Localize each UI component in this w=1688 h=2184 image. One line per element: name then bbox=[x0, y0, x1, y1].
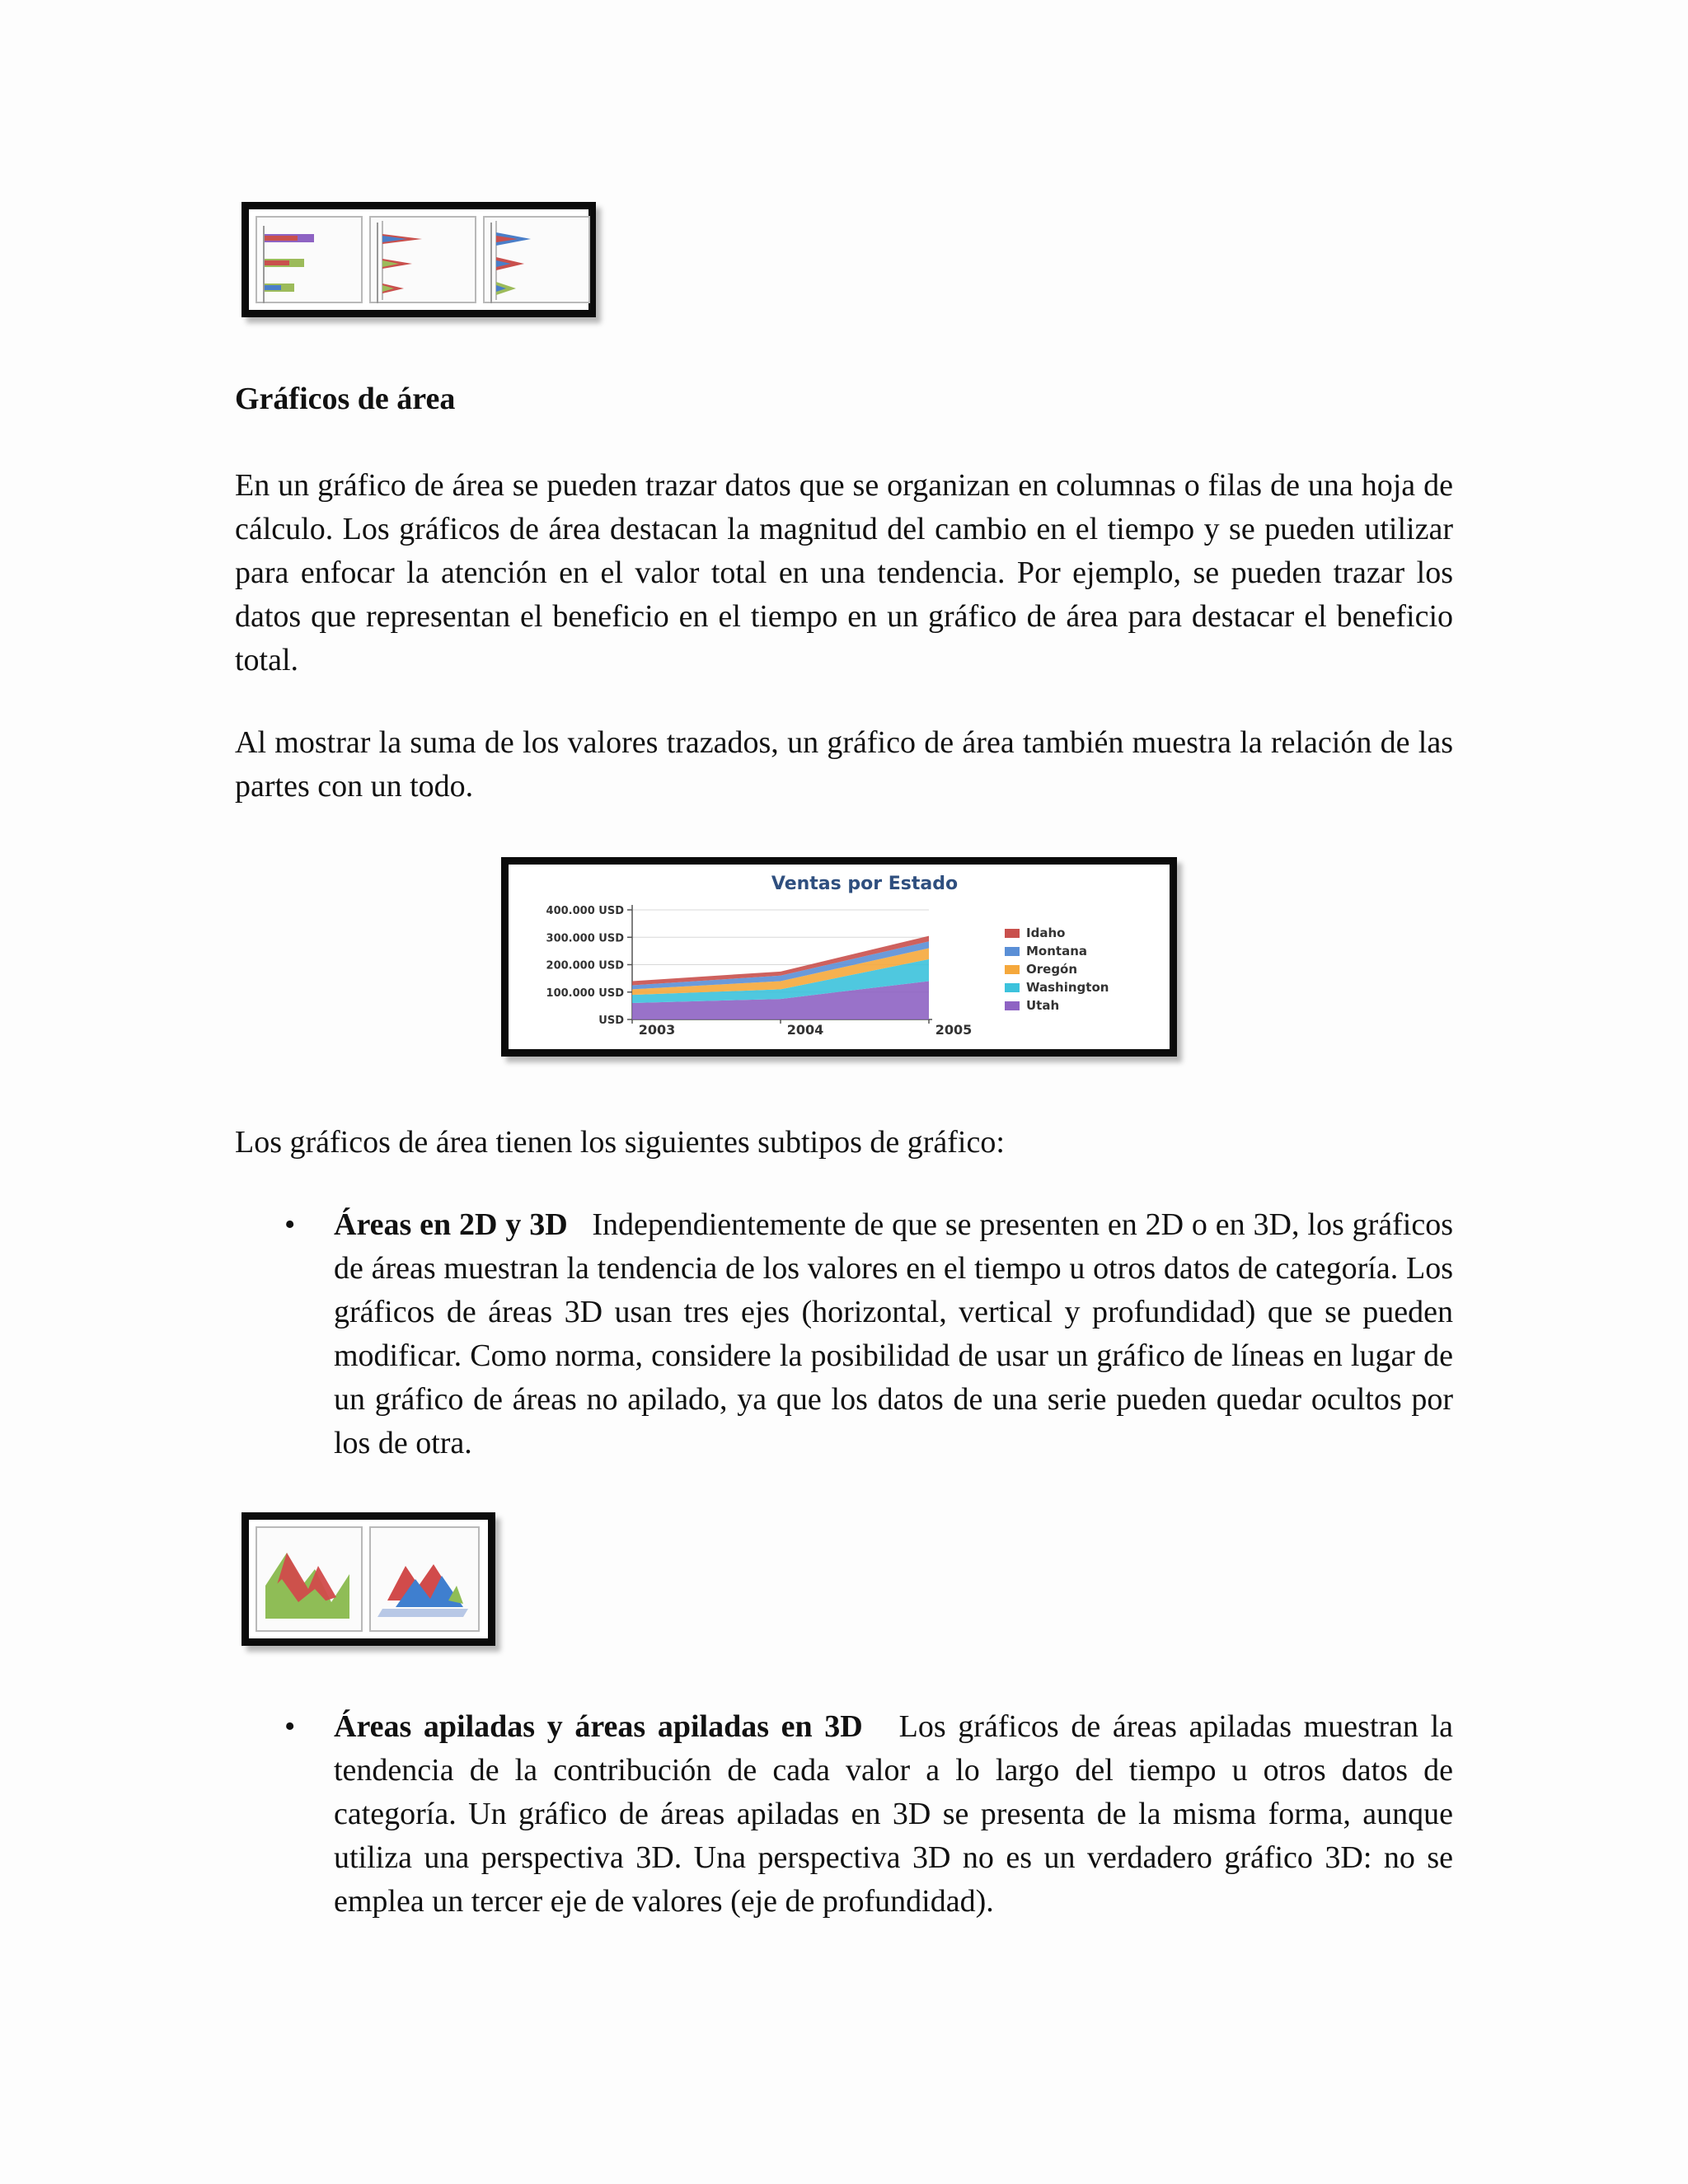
legend-swatch bbox=[1005, 1001, 1020, 1010]
area-chart-3d-thumbnail bbox=[369, 1526, 480, 1632]
legend-swatch bbox=[1005, 965, 1020, 974]
area-chart bbox=[509, 865, 1170, 1049]
legend-label: Montana bbox=[1026, 944, 1088, 958]
legend-swatch bbox=[1005, 929, 1020, 938]
x-tick-label: 2005 bbox=[935, 1022, 973, 1038]
paragraph-intro: En un gráfico de área se pueden trazar datos que se organizan en columnas o filas de una hoja de cálculo. Los gráficos de área destacan la magnitud del cambio en el tiempo y se pueden utilizar para enfocar la atención en el valor total en una tendencia. Por ejemplo, se pueden trazar los datos que representan el beneficio en el tiempo en un gráfico de área para destacar el beneficio total. bbox=[235, 468, 1453, 677]
subtypes-intro: Los gráficos de área tienen los siguientes subtipos de gráfico: bbox=[235, 1125, 1005, 1160]
legend-label: Idaho bbox=[1026, 926, 1066, 940]
pyramid-bar-chart-thumbnail bbox=[483, 216, 590, 303]
y-tick-label: USD bbox=[598, 1015, 624, 1027]
bullet-symbol: • bbox=[284, 1709, 296, 1744]
cone-bar-chart-icon bbox=[371, 218, 475, 312]
legend-label: Oregón bbox=[1026, 962, 1078, 977]
y-tick-label: 100.000 USD bbox=[546, 987, 624, 1000]
bullet-description: Independientemente de que se presenten en 2D o en 3D, los gráficos de áreas muestran la tendencia de los valores en el tiempo u otros datos de categoría. Los gráficos de áreas 3D usan tres ejes (horizontal, vertical y profundidad) que se pueden modificar. Como norma, considere la posibilidad de usar un gráfico de líneas en lugar de un gráfico de áreas no apilado, ya que los datos de una serie pueden quedar ocultos por los de otra. bbox=[334, 1207, 1453, 1460]
area-chart-3d-icon bbox=[371, 1528, 478, 1632]
section-heading: Gráficos de área bbox=[235, 382, 456, 416]
x-tick-label: 2003 bbox=[638, 1022, 676, 1038]
y-tick-label: 400.000 USD bbox=[546, 905, 624, 917]
bullet-description: Los gráficos de áreas apiladas muestran la tendencia de la contribución de cada valor a lo largo del tiempo u otros datos de categoría. Un gráfico de áreas apiladas en 3D se presenta de la misma forma, aunque utiliza una perspectiva 3D. Una perspectiva 3D no es un verdadero gráfico 3D: no se emplea un tercer eje de valores (eje de profundidad). bbox=[334, 1709, 1453, 1919]
bar-chart-2d-icon bbox=[257, 218, 361, 312]
area-chart-2d-icon bbox=[257, 1528, 361, 1632]
chart-title: Ventas por Estado bbox=[771, 874, 959, 894]
bullet-symbol: • bbox=[284, 1207, 296, 1242]
x-tick-label: 2004 bbox=[786, 1022, 824, 1038]
bar-chart-2d-thumbnail bbox=[256, 216, 363, 303]
legend-swatch bbox=[1005, 947, 1020, 956]
bullet-title: Áreas en 2D y 3D bbox=[334, 1207, 568, 1242]
pyramid-bar-chart-icon bbox=[485, 218, 588, 312]
area-chart-2d-thumbnail bbox=[256, 1526, 363, 1632]
paragraph-sum: Al mostrar la suma de los valores trazados, un gráfico de área también muestra la relación de las partes con un todo. bbox=[235, 725, 1453, 804]
bullet-body bbox=[334, 1203, 1453, 1465]
cone-bar-chart-thumbnail bbox=[369, 216, 476, 303]
area-chart-frame bbox=[501, 857, 1177, 1057]
y-tick-label: 200.000 USD bbox=[546, 959, 624, 972]
legend-label: Washington bbox=[1026, 980, 1109, 995]
bullet-title: Áreas apiladas y áreas apiladas en 3D bbox=[334, 1709, 863, 1744]
y-tick-label: 300.000 USD bbox=[546, 932, 624, 945]
bar-chart-thumbnails bbox=[241, 202, 596, 317]
legend-swatch bbox=[1005, 983, 1020, 992]
bullet-body bbox=[334, 1705, 1453, 1924]
area-chart-thumbnails bbox=[241, 1512, 495, 1646]
legend-label: Utah bbox=[1026, 998, 1060, 1013]
